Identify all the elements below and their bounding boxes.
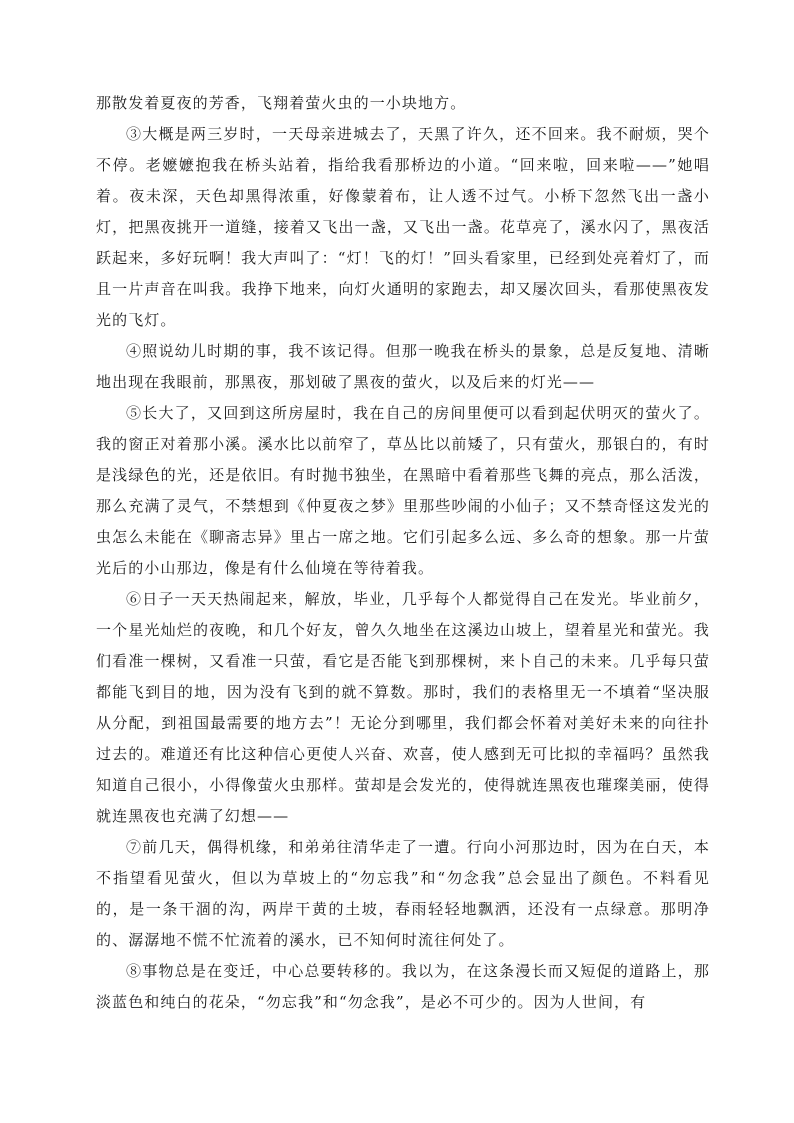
paragraph-3: ③大概是两三岁时，一天母亲进城去了，天黑了许久，还不回来。我不耐烦，哭个不停。老嬷嬷抱我在桥头站着，指给我看那桥边的小道。“回来啦，回来啦——”她唱着。夜未深，天色却黑得浓重，好像蒙着布，让人透不过气。小桥下忽然飞出一盏小灯，把黑夜挑开一道缝，接着又飞出一盏，又飞出一盏。花草亮了，溪水闪了，黑夜活跃起来，多好玩啊！我大声叫了：“灯！飞的灯！”回头看家里，已经到处亮着灯了，而且一片声音在叫我。我挣下地来，向灯火通明的家跑去，却又屡次回头，看那使黑夜发光的飞灯。 bbox=[96, 125, 710, 329]
paragraph-continuation: 那散发着夏夜的芳香，飞翔着萤火虫的一小块地方。 bbox=[96, 94, 467, 112]
paragraph-8: ⑧事物总是在变迁，中心总要转移的。我以为，在这条漫长而又短促的道路上，那淡蓝色和纯白的花朵，“勿忘我”和“勿念我”，是必不可少的。因为人世间，有 bbox=[96, 962, 710, 1011]
article-body bbox=[96, 88, 710, 1018]
paragraph-5: ⑤长大了，又回到这所房屋时，我在自己的房间里便可以看到起伏明灭的萤火了。我的窗正对着那小溪。溪水比以前窄了，草丛比以前矮了，只有萤火，那银白的，有时是浅绿色的光，还是依旧。有时抛书独坐，在黑暗中看着那些飞舞的亮点，那么活泼，那么充满了灵气，不禁想到《仲夏夜之梦》里那些吵闹的小仙子；又不禁奇怪这发光的虫怎么未能在《聊斋志异》里占一席之地。它们引起多么远、多么奇的想象。那一片萤光后的小山那边，像是有什么仙境在等待着我。 bbox=[96, 404, 710, 577]
paragraph-7: ⑦前几天，偶得机缘，和弟弟往清华走了一遭。行向小河那边时，因为在白天，本不指望看见萤火，但以为草坡上的“勿忘我”和“勿念我”总会显出了颜色。不料看见的，是一条干涸的沟，两岸干黄的土坡，春雨轻轻地飘洒，还没有一点绿意。那明净的、潺潺地不慌不忙流着的溪水，已不知何时流往何处了。 bbox=[96, 838, 710, 949]
paragraph-6: ⑥日子一天天热闹起来，解放，毕业，几乎每个人都觉得自己在发光。毕业前夕，一个星光灿烂的夜晚，和几个好友，曾久久地坐在这溪边山坡上，望着星光和萤光。我们看准一棵树，又看准一只萤，看它是否能飞到那棵树，来卜自己的未来。几乎每只萤都能飞到目的地，因为没有飞到的就不算数。那时，我们的表格里无一不填着“坚决服从分配，到祖国最需要的地方去”！无论分到哪里，我们都会怀着对美好未来的向往扑过去的。难道还有比这种信心更使人兴奋、欢喜，使人感到无可比拟的幸福吗？虽然我知道自己很小，小得像萤火虫那样。萤却是会发光的，使得就连黑夜也璀璨美丽，使得就连黑夜也充满了幻想—— bbox=[96, 590, 710, 825]
paragraph-4: ④照说幼儿时期的事，我不该记得。但那一晚我在桥头的景象，总是反复地、清晰地出现在我眼前，那黑夜，那划破了黑夜的萤火，以及后来的灯光—— bbox=[96, 342, 710, 391]
